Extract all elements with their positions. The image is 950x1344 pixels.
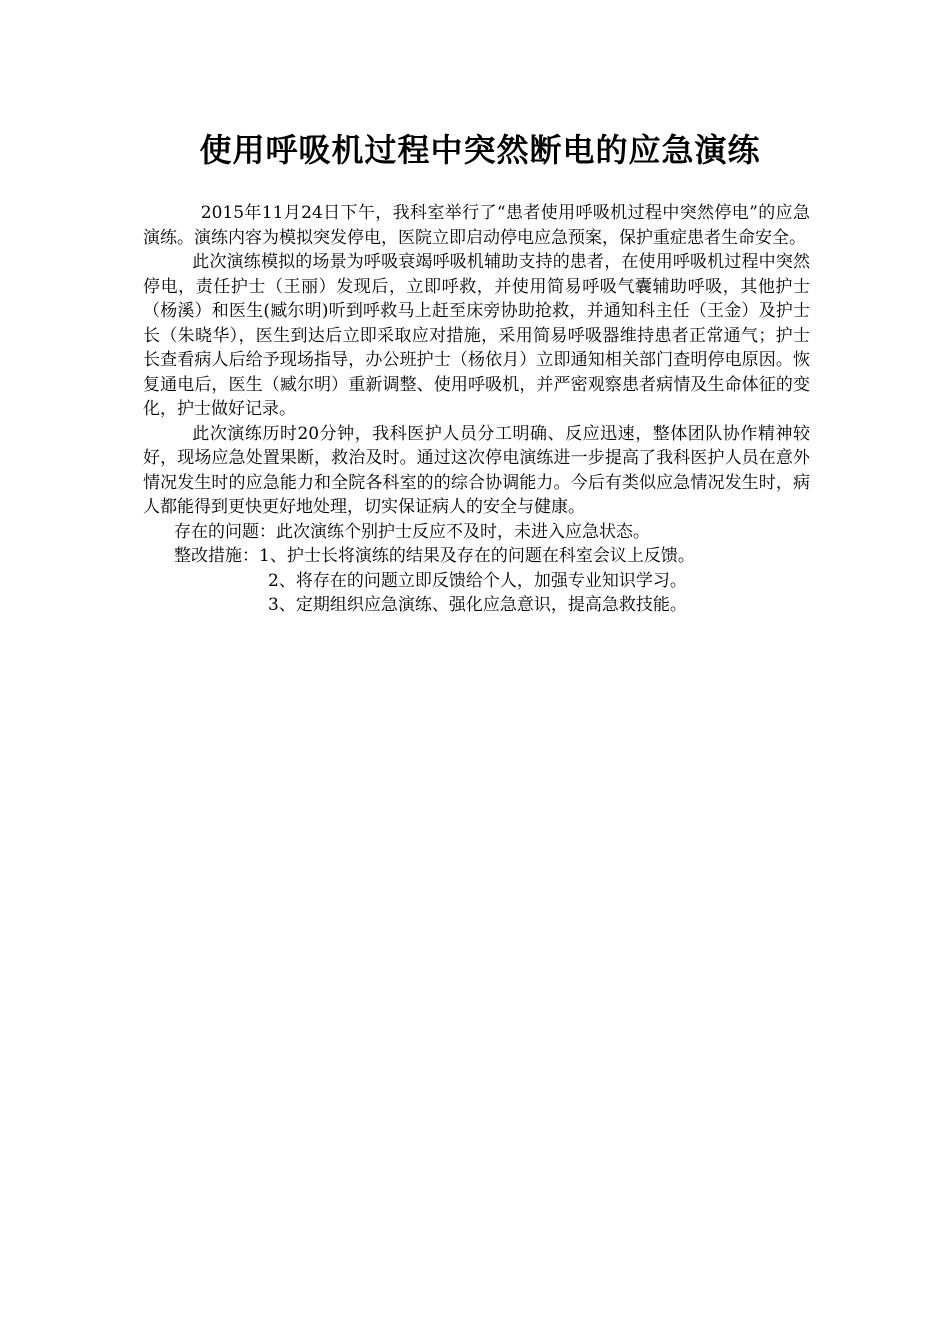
measure-line-2: 2、将存在的问题立即反馈给个人，加强专业知识学习。 [268, 570, 687, 591]
document-title: 使用呼吸机过程中突然断电的应急演练 [199, 131, 761, 169]
problems-line: 存在的问题：此次演练个别护士反应不及时，未进入应急状态。 [174, 521, 650, 542]
paragraph-summary: 此次演练历时20分钟，我科医护人员分工明确、反应迅速，整体团队协作精神较好，现场应急处置果断，救治及时。通过这次停电演练进一步提高了我科医护人员在意外情况发生时的应急能力和全院各科室的的综合协调能力。今后有类似应急情况发生时，病人都能得到更快更好地处理，切实保证病人的安全与健康。 [143, 423, 810, 517]
paragraph-intro: 2015年11月24日下午，我科室举行了“患者使用呼吸机过程中突然停电”的应急演练。演练内容为模拟突发停电，医院立即启动停电应急预案，保护重症患者生命安全。 [143, 203, 810, 248]
measure-line-3: 3、定期组织应急演练、强化应急意识，提高急救技能。 [268, 595, 687, 615]
paragraph-scenario: 此次演练模拟的场景为呼吸衰竭呼吸机辅助支持的患者，在使用呼吸机过程中突然停电，责任护士（王丽）发现后，立即呼救，并使用简易呼吸气囊辅助呼吸，其他护士（杨溪）和医生(臧尔明)听到呼救马上赶至床旁协助抢救，并通知科主任（王金）及护士长（朱晓华），医生到达后立即采取应对措施，采用简易呼吸器维持患者正常通气；护士长查看病人后给予现场指导，办公班护士（杨依月）立即通知相关部门查明停电原因。恢复通电后，医生（臧尔明）重新调整、使用呼吸机，并严密观察患者病情及生命体征的变化，护士做好记录。 [143, 252, 810, 419]
measure-line-1: 整改措施：1、护士长将演练的结果及存在的问题在科室会议上反馈。 [174, 546, 695, 566]
document-body [143, 201, 810, 618]
